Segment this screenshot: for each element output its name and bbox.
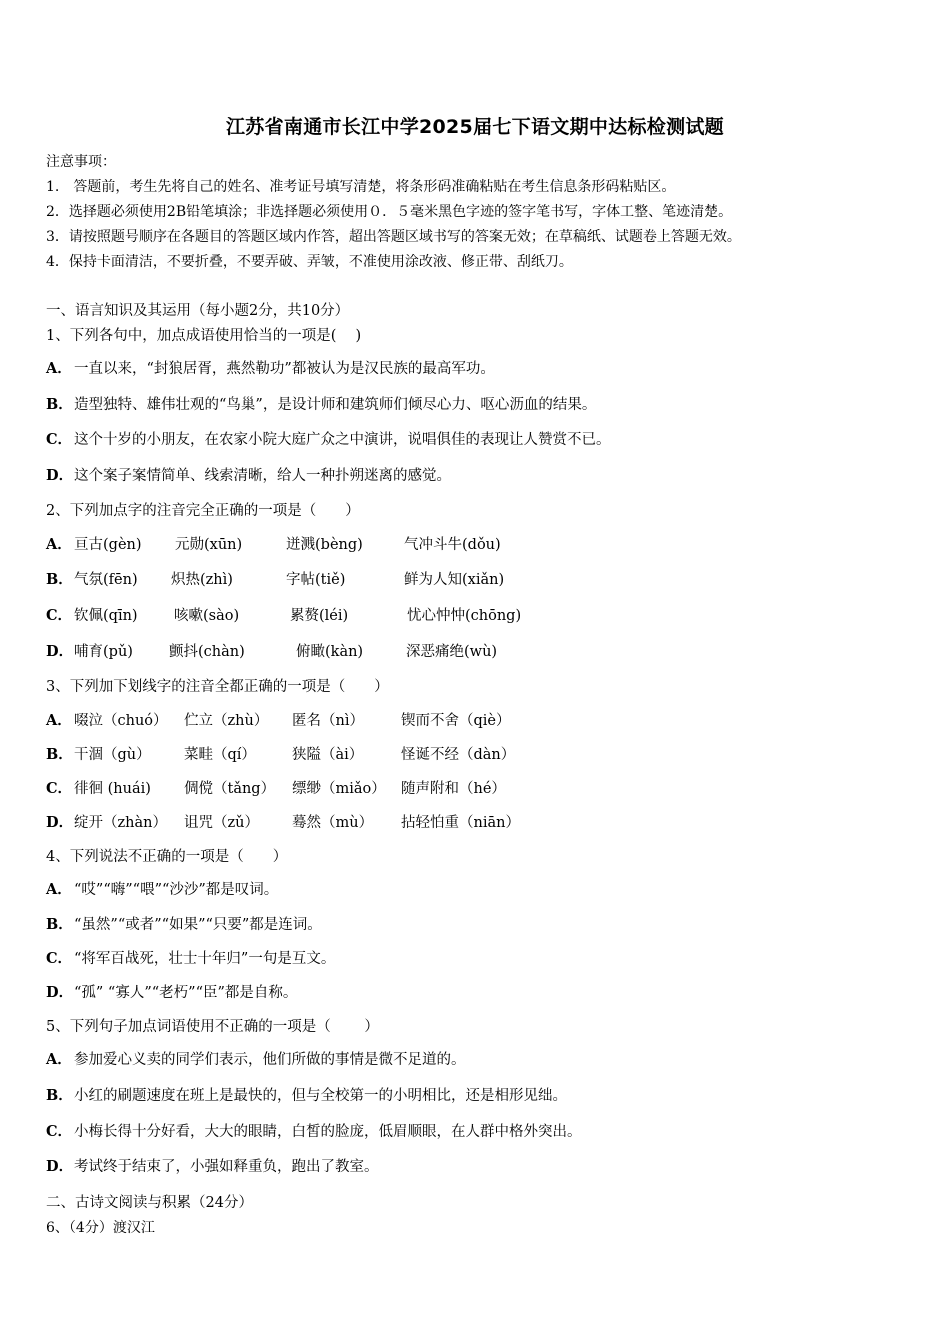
option-letter: C． <box>46 780 73 797</box>
pinyin-item: 气氛(fēn) <box>74 572 138 588</box>
option-text: 一直以来，“封狼居胥，燕然勒功”都被认为是汉民族的最高军功。 <box>74 361 495 377</box>
option-text: “虽然”“或者”“如果”“只要”都是连词。 <box>74 917 322 933</box>
option-letter: C． <box>46 1123 73 1140</box>
section-heading: 二、古诗文阅读与积累（24分） <box>46 1195 253 1211</box>
option-text: 小红的刷题速度在班上是最快的，但与全校第一的小明相比，还是相形见绌。 <box>74 1088 567 1104</box>
notice-item: 4．保持卡面清洁，不要折叠，不要弄破、弄皱，不准使用涂改液、修正带、刮纸刀。 <box>46 254 573 270</box>
option-row <box>46 360 495 378</box>
pinyin-item: 缥缈（miǎo） <box>292 781 386 797</box>
option-text: “哎”“嗨”“喂”“沙沙”都是叹词。 <box>74 882 279 898</box>
option-row <box>46 1087 567 1105</box>
option-row <box>46 814 74 832</box>
option-letter: B． <box>46 1087 73 1104</box>
option-row <box>46 950 335 968</box>
pinyin-item: 深恶痛绝(wù) <box>406 644 498 660</box>
option-row <box>46 607 74 625</box>
option-text: 考试终于结束了，小强如释重负，跑出了教室。 <box>74 1159 379 1175</box>
question-stem: 4、下列说法不正确的一项是（ ） <box>46 849 288 865</box>
option-row <box>46 571 74 589</box>
notice-heading: 注意事项： <box>46 154 116 170</box>
option-row <box>46 396 596 414</box>
pinyin-item: 颤抖(chàn) <box>169 644 245 660</box>
pinyin-item: 鲜为人知(xiǎn) <box>404 572 505 588</box>
pinyin-item: 随声附和（hé） <box>401 781 506 797</box>
pinyin-item: 诅咒（zǔ） <box>184 815 259 831</box>
option-row <box>46 712 74 730</box>
question-stem: 2、下列加点字的注音完全正确的一项是（ ） <box>46 503 360 519</box>
option-letter: D． <box>46 643 74 660</box>
option-row <box>46 746 74 764</box>
pinyin-item: 气冲斗牛(dǒu) <box>404 537 501 553</box>
option-letter: B． <box>46 746 73 763</box>
option-row <box>46 1051 466 1069</box>
option-letter: D． <box>46 467 74 484</box>
option-letter: D． <box>46 814 74 831</box>
option-letter: A． <box>46 536 72 553</box>
pinyin-item: 元勋(xūn) <box>175 537 243 553</box>
pinyin-item: 绽开（zhàn） <box>74 815 167 831</box>
option-text: 造型独特、雄伟壮观的“鸟巢”，是设计师和建筑师们倾尽心力、呕心沥血的结果。 <box>74 397 597 413</box>
option-text: 小梅长得十分好看，大大的眼睛，白皙的脸庞，低眉顺眼，在人群中格外突出。 <box>74 1124 582 1140</box>
pinyin-item: 锲而不舍（qiè） <box>401 713 511 729</box>
notice-item: 1. 答题前，考生先将自己的姓名、准考证号填写清楚，将条形码准确粘贴在考生信息条形码粘贴区。 <box>46 179 676 195</box>
notice-item: 3．请按照题号顺序在各题目的答题区域内作答，超出答题区域书写的答案无效；在草稿纸、试题卷上答题无效。 <box>46 229 741 245</box>
option-row <box>46 431 611 449</box>
option-letter: D． <box>46 984 74 1001</box>
option-row <box>46 916 322 934</box>
pinyin-item: 迸溅(bèng) <box>286 537 363 553</box>
section-heading: 一、语言知识及其运用（每小题2分，共10分） <box>46 303 350 319</box>
option-row <box>46 467 451 485</box>
pinyin-item: 啜泣（chuó） <box>74 713 168 729</box>
option-row <box>46 643 74 661</box>
option-row <box>46 1123 582 1141</box>
option-letter: B． <box>46 396 73 413</box>
pinyin-item: 干涸（gù） <box>74 747 151 763</box>
option-letter: A． <box>46 881 72 898</box>
option-letter: B． <box>46 571 73 588</box>
pinyin-item: 倜傥（tǎng） <box>184 781 276 797</box>
question-stem: 5、下列句子加点词语使用不正确的一项是（ ） <box>46 1019 379 1035</box>
pinyin-item: 字帖(tiě) <box>286 572 346 588</box>
option-row <box>46 984 297 1002</box>
page-title: 江苏省南通市长江中学2025届七下语文期中达标检测试题 <box>226 116 724 138</box>
option-letter: C． <box>46 431 73 448</box>
pinyin-item: 俯瞰(kàn) <box>296 644 364 660</box>
pinyin-item: 匿名（nì） <box>292 713 364 729</box>
pinyin-item: 钦佩(qīn) <box>74 608 138 624</box>
pinyin-item: 怪诞不经（dàn） <box>401 747 516 763</box>
option-letter: B． <box>46 916 73 933</box>
option-text: 这个案子案情简单、线索清晰，给人一种扑朔迷离的感觉。 <box>74 468 451 484</box>
pinyin-item: 累赘(léi) <box>290 608 349 624</box>
pinyin-item: 忧心忡忡(chōng) <box>407 608 522 624</box>
pinyin-item: 狭隘（ài） <box>292 747 364 763</box>
question-stem: 3、下列加下划线字的注音全都正确的一项是（ ） <box>46 679 389 695</box>
option-letter: C． <box>46 950 73 967</box>
pinyin-item: 徘徊 (huái) <box>74 781 151 797</box>
option-row <box>46 536 74 554</box>
option-letter: A． <box>46 360 72 377</box>
question-stem: 1、下列各句中，加点成语使用恰当的一项是( ) <box>46 328 362 344</box>
option-text: “孤” “寡人”“老朽”“臣”都是自称。 <box>74 985 298 1001</box>
pinyin-item: 亘古(gèn) <box>74 537 142 553</box>
option-letter: D． <box>46 1158 74 1175</box>
pinyin-item: 蓦然（mù） <box>292 815 374 831</box>
notice-item: 2．选择题必须使用2B铅笔填涂；非选择题必须使用０．５毫米黑色字迹的签字笔书写，字体工整、笔迹清楚。 <box>46 204 733 220</box>
option-letter: C． <box>46 607 73 624</box>
question-stem: 6、（4分）渡汉江 <box>46 1220 155 1236</box>
pinyin-item: 拈轻怕重（niān） <box>401 815 520 831</box>
pinyin-item: 咳嗽(sào) <box>174 608 240 624</box>
option-text: “将军百战死，壮士十年归”一句是互文。 <box>74 951 336 967</box>
option-row <box>46 881 278 899</box>
option-row <box>46 1158 379 1176</box>
option-letter: A． <box>46 1051 72 1068</box>
option-text: 这个十岁的小朋友，在农家小院大庭广众之中演讲，说唱俱佳的表现让人赞赏不已。 <box>74 432 611 448</box>
option-letter: A． <box>46 712 72 729</box>
pinyin-item: 伫立（zhù） <box>184 713 269 729</box>
pinyin-item: 菜畦（qí） <box>184 747 256 763</box>
option-text: 参加爱心义卖的同学们表示，他们所做的事情是微不足道的。 <box>74 1052 466 1068</box>
pinyin-item: 炽热(zhì) <box>171 572 233 588</box>
pinyin-item: 哺育(pǔ) <box>74 644 133 660</box>
option-row <box>46 780 74 798</box>
